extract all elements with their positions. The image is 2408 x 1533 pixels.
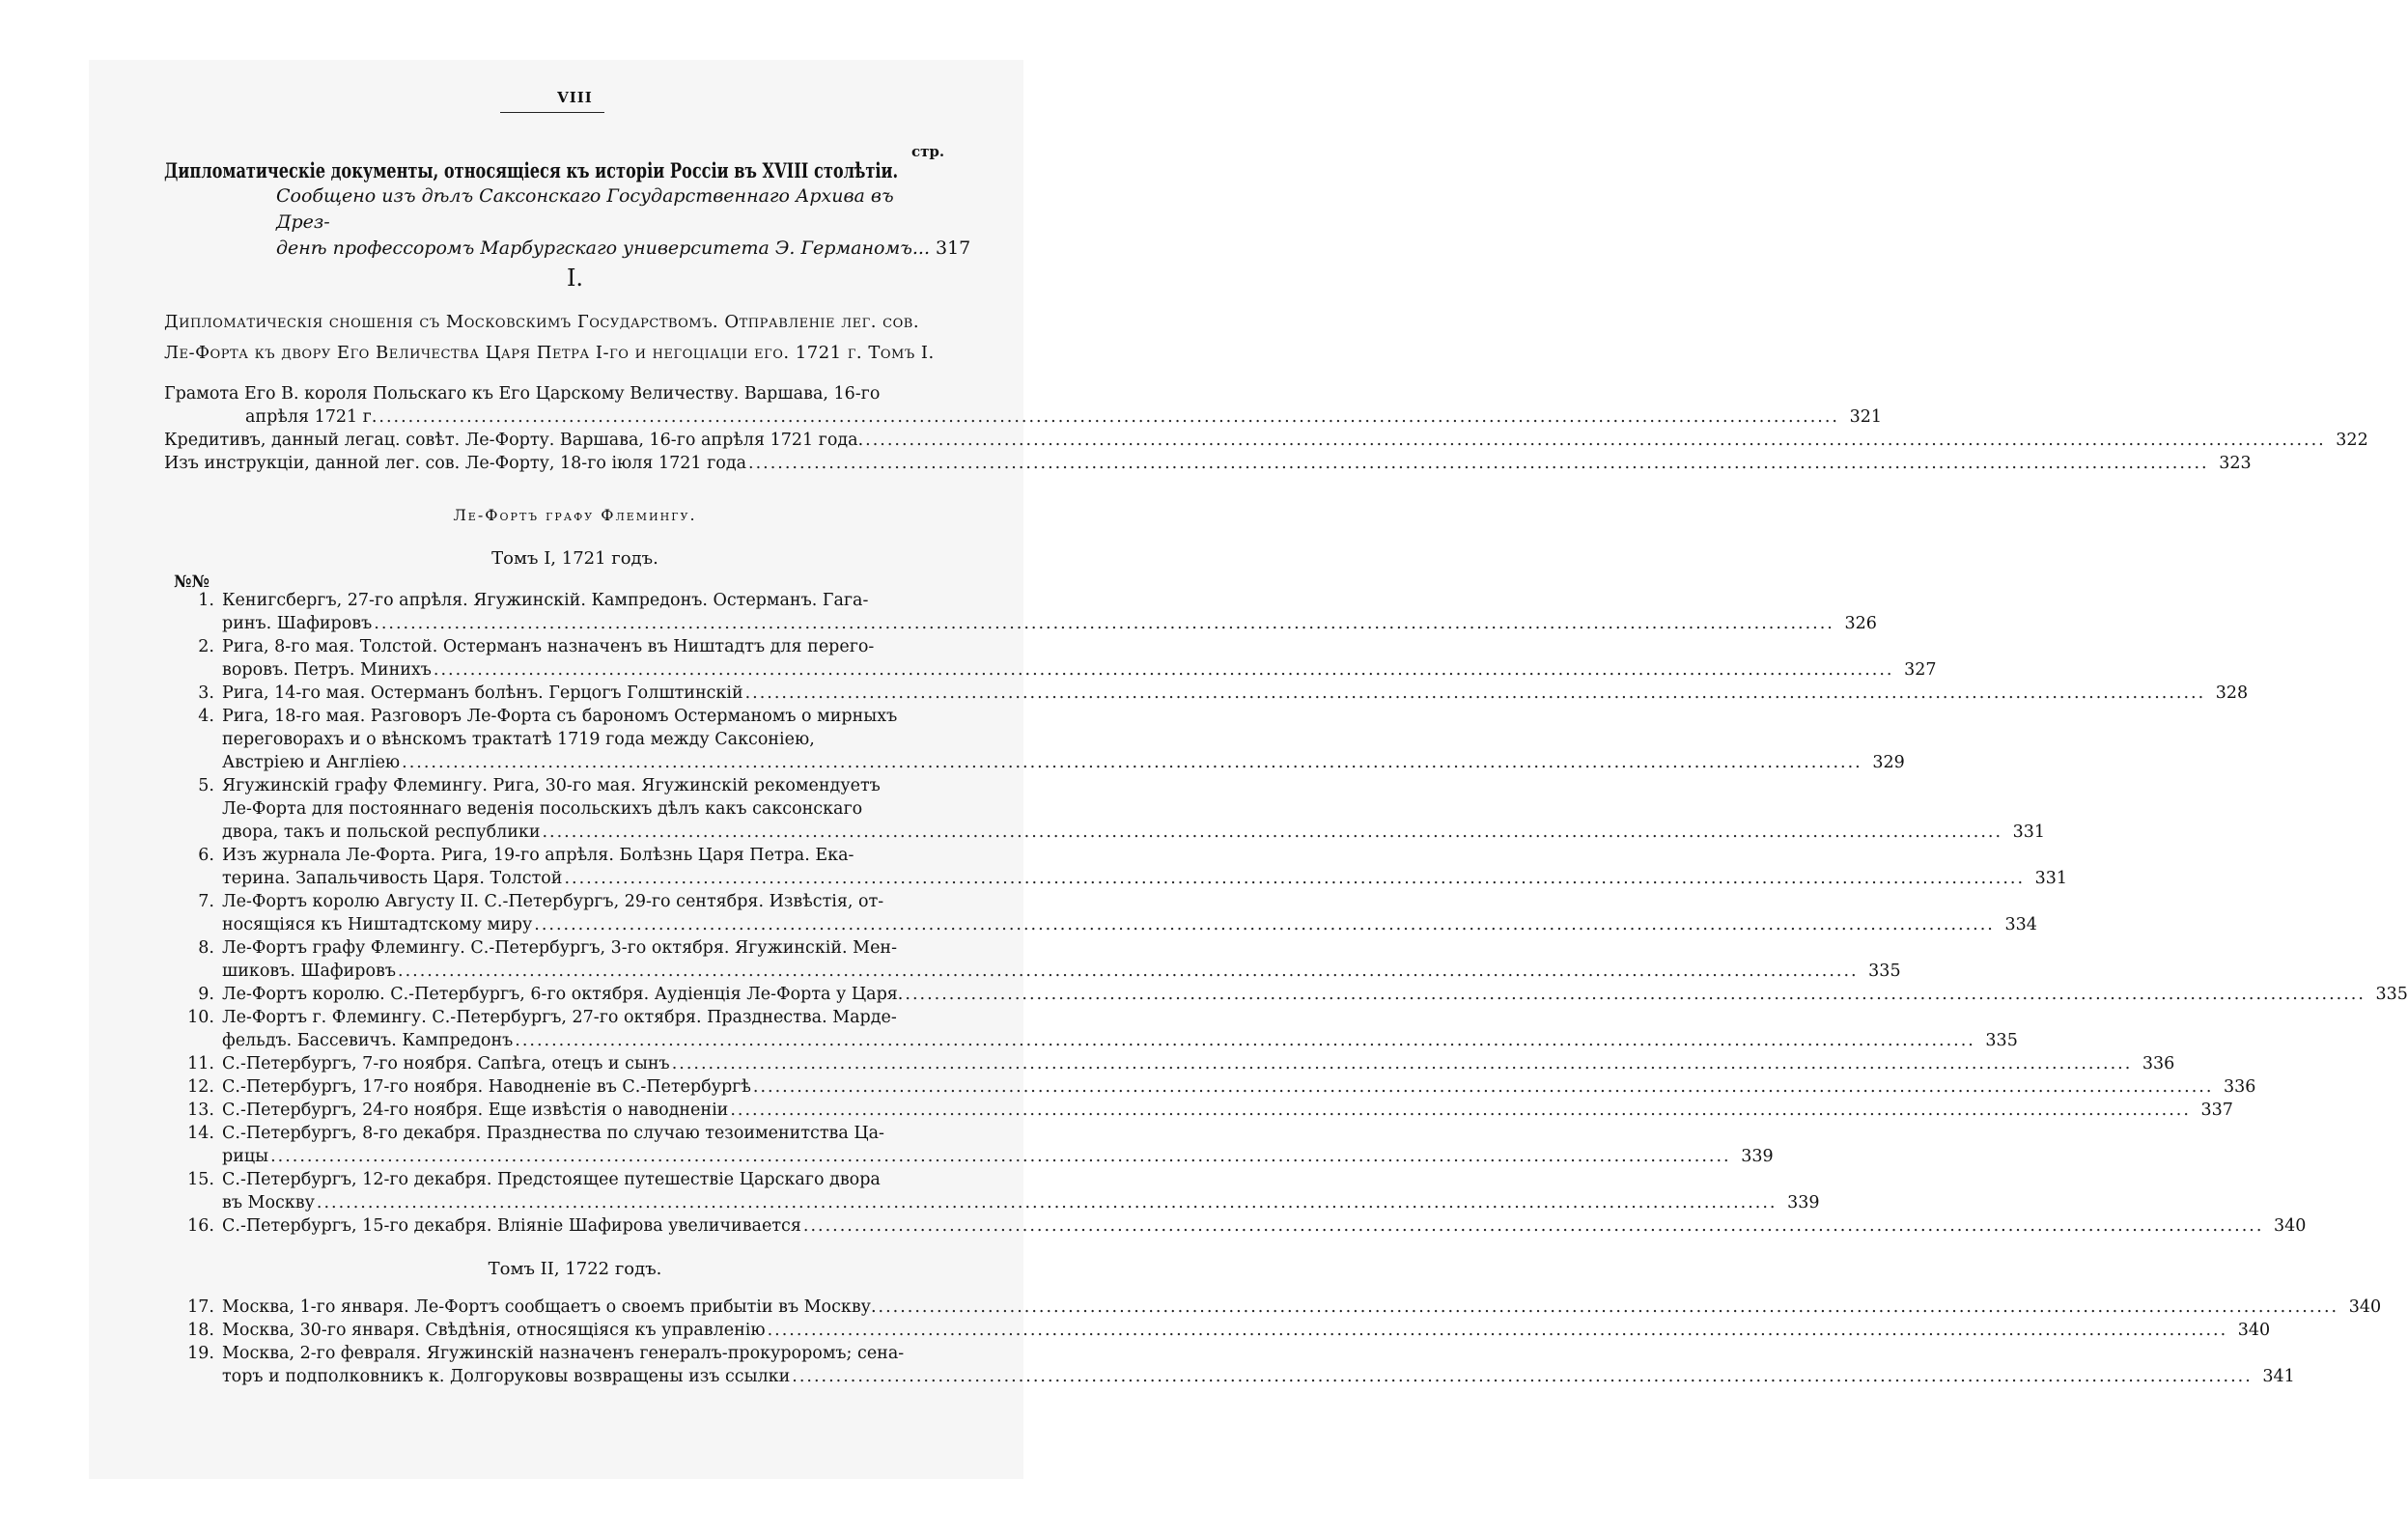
entry-number: 2.: [198, 637, 214, 656]
entry-number: 15.: [187, 1170, 214, 1189]
entry-body: [222, 705, 1905, 774]
number-sign: №№: [174, 572, 210, 592]
entry-text: Ле-Форта для постояннаго веденія посольскихъ дѣлъ какъ саксонскаго: [222, 799, 863, 819]
leader-dots: ........................................................................................................................................................................................................: [270, 1147, 1731, 1166]
entry-text: переговорахъ и о вѣнскомъ трактатѣ 1719 года между Саксоніею,: [222, 730, 815, 749]
toc-entry: [164, 1122, 1774, 1168]
entry-text: ринъ. Шафировъ: [222, 614, 373, 633]
leader-dots: ........................................................................................................................................................................................................: [792, 1367, 2253, 1386]
page-number: 335: [1985, 1031, 2018, 1050]
entry-text: шиковъ. Шафировъ: [222, 962, 397, 981]
entry-row: [222, 612, 1877, 635]
entry-text: рицы: [222, 1147, 269, 1166]
entry-number: 4.: [198, 707, 214, 726]
entry-row: [164, 452, 2252, 475]
entry-body: [222, 936, 1901, 983]
leader-dots: ........................................................................................................................................................................................................: [316, 1193, 1778, 1212]
document-title: Дипломатическіе документы, относящіеся къ исторіи Россіи въ XVIII столѣтіи.: [164, 158, 899, 182]
entry-text: Австріею и Англіею: [222, 753, 401, 772]
entry-body: [222, 983, 2408, 1006]
entry-row: [222, 1191, 1819, 1214]
entry-number: 18.: [187, 1321, 214, 1340]
leader-dots: ........................................................................................................................................................................................................: [744, 683, 2206, 703]
entry-text: Москва, 30-го января. Свѣдѣнія, относящіяся къ управленію: [222, 1321, 766, 1340]
entry-text: Ле-Фортъ г. Флемингу. С.-Петербургъ, 27-го октября. Празднества. Марде-: [222, 1008, 897, 1027]
entry-row: [222, 1214, 2306, 1238]
page-number: 340: [2348, 1297, 2382, 1317]
entry-text: С.-Петербургъ, 7-го ноября. Сапѣга, отецъ и сынъ: [222, 1054, 670, 1073]
entry-row: [222, 1099, 2233, 1122]
entry-number: 6.: [198, 846, 214, 865]
leader-dots: ........................................................................................................................................................................................................: [671, 1054, 2133, 1073]
entry-number: 5.: [198, 776, 214, 795]
entry-text: Кенигсбергъ, 27-го апрѣля. Ягужинскій. Кампредонъ. Остерманъ. Гага-: [222, 591, 869, 610]
entry-body: [222, 1168, 1819, 1214]
entry-text: Москва, 2-го февраля. Ягужинскій назначенъ генералъ-прокуроромъ; сена-: [222, 1344, 905, 1363]
page-number: 321: [1849, 407, 1882, 427]
leader-dots: ........................................................................................................................................................................................................: [515, 1031, 1975, 1050]
page-number: 331: [2034, 869, 2068, 888]
toc-entry: [164, 382, 1882, 429]
page-number: 322: [2336, 431, 2368, 450]
document-subtitle: [276, 183, 971, 262]
entry-text: торъ и подполковникъ к. Долгоруковы возвращены изъ ссылки: [222, 1367, 791, 1386]
entry-row: [222, 751, 1905, 774]
leader-dots: ........................................................................................................................................................................................................: [398, 962, 1859, 981]
section-number: I.: [566, 265, 584, 292]
page-number: 329: [1872, 753, 1905, 772]
entry-number: 8.: [198, 938, 214, 958]
entry-row: [222, 867, 2067, 890]
entry-body: [222, 682, 2248, 705]
entry-number: 13.: [187, 1101, 214, 1120]
section-description-line: Дипломатическія сношенія съ Московскимъ Государствомъ. Отправленіе лег. сов.: [164, 312, 920, 332]
entry-row: [222, 1145, 1774, 1168]
entry-text: Ле-Фортъ графу Флемингу. С.-Петербургъ, 3-го октября. Ягужинскій. Мен-: [222, 938, 898, 958]
volume-1-list: [164, 589, 2408, 1238]
leader-dots: ........................................................................................................................................................................................................: [378, 407, 1839, 427]
leader-dots: ........................................................................................................................................................................................................: [748, 454, 2209, 473]
toc-entry: [164, 1006, 2018, 1052]
page-number: 336: [2224, 1077, 2256, 1097]
subsection-heading: Ле-Фортъ графу Флемингу.: [453, 506, 697, 524]
page-number: 328: [2215, 683, 2249, 703]
volume-heading: Томъ I, 1721 годъ.: [491, 548, 658, 569]
entry-text: Изъ инструкціи, данной лег. сов. Ле-Форту, 18-го іюля 1721 года: [164, 454, 747, 473]
page-number: 339: [1787, 1193, 1820, 1212]
toc-entry: [164, 1319, 2271, 1342]
entry-text: воровъ. Петръ. Минихъ: [222, 660, 432, 680]
entry-text: Москва, 1-го января. Ле-Фортъ сообщаетъ о своемъ прибытіи въ Москву.: [222, 1297, 877, 1317]
entry-text: Рига, 8-го мая. Толстой. Остерманъ назначенъ въ Ништадтъ для перего-: [222, 637, 875, 656]
subtitle-line: Сообщено изъ дѣлъ Саксонскаго Государственнаго Архива въ Дрез-: [276, 185, 894, 233]
entry-number: 7.: [198, 892, 214, 911]
entry-text: С.-Петербургъ, 17-го ноября. Наводненіе въ С.-Петербургѣ: [222, 1077, 751, 1097]
page-number: 337: [2200, 1101, 2233, 1120]
section-description: [164, 307, 940, 369]
entry-row: [222, 821, 2045, 844]
entry-text: С.-Петербургъ, 12-го декабря. Предстоящее путешествіе Царскаго двора: [222, 1170, 881, 1189]
entry-text: Рига, 18-го мая. Разговоръ Ле-Форта съ барономъ Остерманомъ о мирныхъ: [222, 707, 898, 726]
entry-text: С.-Петербургъ, 15-го декабря. Вліяніе Шафирова увеличивается: [222, 1216, 801, 1236]
leader-dots: ........................................................................................................................................................................................................: [905, 985, 2366, 1004]
leader-dots: ........................................................................................................................................................................................................: [730, 1101, 2191, 1120]
entry-text: двора, такъ и польской республики: [222, 822, 541, 842]
page-number: 334: [2004, 915, 2037, 934]
leader-dots: ........................................................................................................................................................................................................: [878, 1297, 2339, 1317]
entry-number: 17.: [187, 1297, 214, 1317]
entry-number: 10.: [187, 1008, 214, 1027]
page-number: 317: [936, 237, 971, 259]
leader-dots: ........................................................................................................................................................................................................: [767, 1321, 2228, 1340]
entry-row: [164, 405, 1882, 429]
entry-row: [222, 983, 2408, 1006]
entry-row: [222, 682, 2248, 705]
entry-text: носящіяся къ Ништадтскому миру: [222, 915, 533, 934]
toc-entry: [164, 936, 1901, 983]
entry-body: [222, 844, 2067, 890]
leader-dots: ........................................................................................................................................................................................................: [865, 431, 2326, 450]
entry-text: апрѣля 1721 г.: [245, 407, 378, 427]
page-number: 339: [1741, 1147, 1774, 1166]
leader-dots: ........................................................................................................................................................................................................: [752, 1077, 2214, 1097]
entry-text: Ле-Фортъ королю Августу II. С.-Петербургъ, 29-го сентября. Извѣстія, от-: [222, 892, 884, 911]
page-number: 326: [1844, 614, 1877, 633]
page-number: 340: [2237, 1321, 2271, 1340]
folio: VIII: [557, 89, 593, 106]
toc-entry: [164, 429, 2368, 452]
leader-dots: ........................................................................................................................................................................................................: [402, 753, 1862, 772]
entry-row: [222, 658, 1936, 682]
toc-entry: [164, 890, 2037, 936]
folio-rule: [500, 112, 604, 113]
entry-number: 14.: [187, 1124, 214, 1143]
entry-text: Кредитивъ, данный легац. совѣт. Ле-Форту. Варшава, 16-го апрѣля 1721 года.: [164, 431, 864, 450]
entry-text: терина. Запальчивость Царя. Толстой: [222, 869, 563, 888]
entry-body: [222, 1319, 2270, 1342]
entry-text: Ягужинскій графу Флемингу. Рига, 30-го мая. Ягужинскій рекомендуетъ: [222, 776, 881, 795]
toc-entry: [164, 635, 1937, 682]
entry-number: 1.: [198, 591, 214, 610]
entry-row: [222, 913, 2037, 936]
entry-text: Грамота Его В. короля Польскаго къ Его Царскому Величеству. Варшава, 16-го: [164, 384, 881, 404]
page-number: 341: [2262, 1367, 2295, 1386]
toc-entry: [164, 1214, 2307, 1238]
toc-entry: [164, 844, 2068, 890]
toc-entry: [164, 1296, 2382, 1319]
entry-body: [222, 1342, 2295, 1388]
toc-entry: [164, 1099, 2233, 1122]
page-number: 323: [2219, 454, 2252, 473]
leader-dots: ........................................................................................................................................................................................................: [433, 660, 1894, 680]
entry-row: [222, 1365, 2295, 1388]
entry-body: [222, 1296, 2381, 1319]
prelim-list: [164, 382, 2368, 475]
page-number: 327: [1904, 660, 1937, 680]
page-number: 335: [1868, 962, 1901, 981]
toc-entry: [164, 774, 2046, 844]
entry-number: 19.: [187, 1344, 214, 1363]
page-number: 336: [2142, 1054, 2175, 1073]
entry-text: фельдъ. Бассевичъ. Кампредонъ: [222, 1031, 514, 1050]
entry-number: 12.: [187, 1077, 214, 1097]
volume-heading: Томъ II, 1722 годъ.: [488, 1259, 662, 1279]
toc-entry: [164, 1168, 1820, 1214]
entry-number: 11.: [187, 1054, 214, 1073]
entry-row: [222, 1319, 2270, 1342]
page-number: 331: [2012, 822, 2046, 842]
entry-number: 9.: [198, 985, 214, 1004]
leader-dots: ........................................................................................................................................................................................................: [542, 822, 2003, 842]
toc-entry: [164, 983, 2408, 1006]
entry-text: Ле-Фортъ королю. С.-Петербургъ, 6-го октября. Аудіенція Ле-Форта у Царя.: [222, 985, 904, 1004]
toc-entry: [164, 1052, 2175, 1075]
toc-entry: [164, 452, 2252, 475]
entry-body: [222, 1214, 2306, 1238]
entry-row: [222, 960, 1901, 983]
entry-row: [222, 1052, 2174, 1075]
entry-body: [222, 774, 2045, 844]
entry-body: [222, 589, 1877, 635]
entry-text: въ Москву: [222, 1193, 315, 1212]
entry-body: [222, 890, 2037, 936]
entry-text: С.-Петербургъ, 8-го декабря. Празднества по случаю тезоименитства Ца-: [222, 1124, 884, 1143]
entry-body: [222, 1099, 2233, 1122]
page-number: 335: [2375, 985, 2408, 1004]
entry-row: [222, 1296, 2381, 1319]
toc-entry: [164, 705, 1905, 774]
entry-text: Рига, 14-го мая. Остерманъ болѣнъ. Герцогъ Голштинскій: [222, 683, 743, 703]
toc-entry: [164, 1342, 2295, 1388]
volume-2-list: [164, 1296, 2382, 1388]
entry-number: 3.: [198, 683, 214, 703]
section-description-line: Ле-Форта къ двору Его Величества Царя Петра I-го и негоціаціи его. 1721 г. Томъ I.: [164, 343, 935, 363]
entry-body: [222, 1122, 1774, 1168]
page-number: 340: [2274, 1216, 2307, 1236]
page-column-header: стр.: [911, 143, 945, 160]
subtitle-line: денѣ профессоромъ Марбургскаго университета Э. Германомъ...: [276, 237, 930, 259]
leader-dots: ........................................................................................................................................................................................................: [802, 1216, 2264, 1236]
entry-body: [222, 1006, 2018, 1052]
entry-body: [222, 1075, 2255, 1099]
entry-row: [164, 429, 2368, 452]
entry-number: 16.: [187, 1216, 214, 1236]
leader-dots: ........................................................................................................................................................................................................: [534, 915, 1995, 934]
entry-body: [222, 635, 1936, 682]
entry-text: С.-Петербургъ, 24-го ноября. Еще извѣстія о наводненіи: [222, 1101, 729, 1120]
leader-dots: ........................................................................................................................................................................................................: [374, 614, 1834, 633]
entry-text: Изъ журнала Ле-Форта. Рига, 19-го апрѣля. Болѣзнь Царя Петра. Ека-: [222, 846, 854, 865]
leader-dots: ........................................................................................................................................................................................................: [564, 869, 2026, 888]
entry-row: [222, 1075, 2255, 1099]
toc-entry: [164, 682, 2249, 705]
entry-body: [222, 1052, 2174, 1075]
entry-row: [222, 1029, 2018, 1052]
toc-entry: [164, 1075, 2256, 1099]
toc-entry: [164, 589, 1877, 635]
